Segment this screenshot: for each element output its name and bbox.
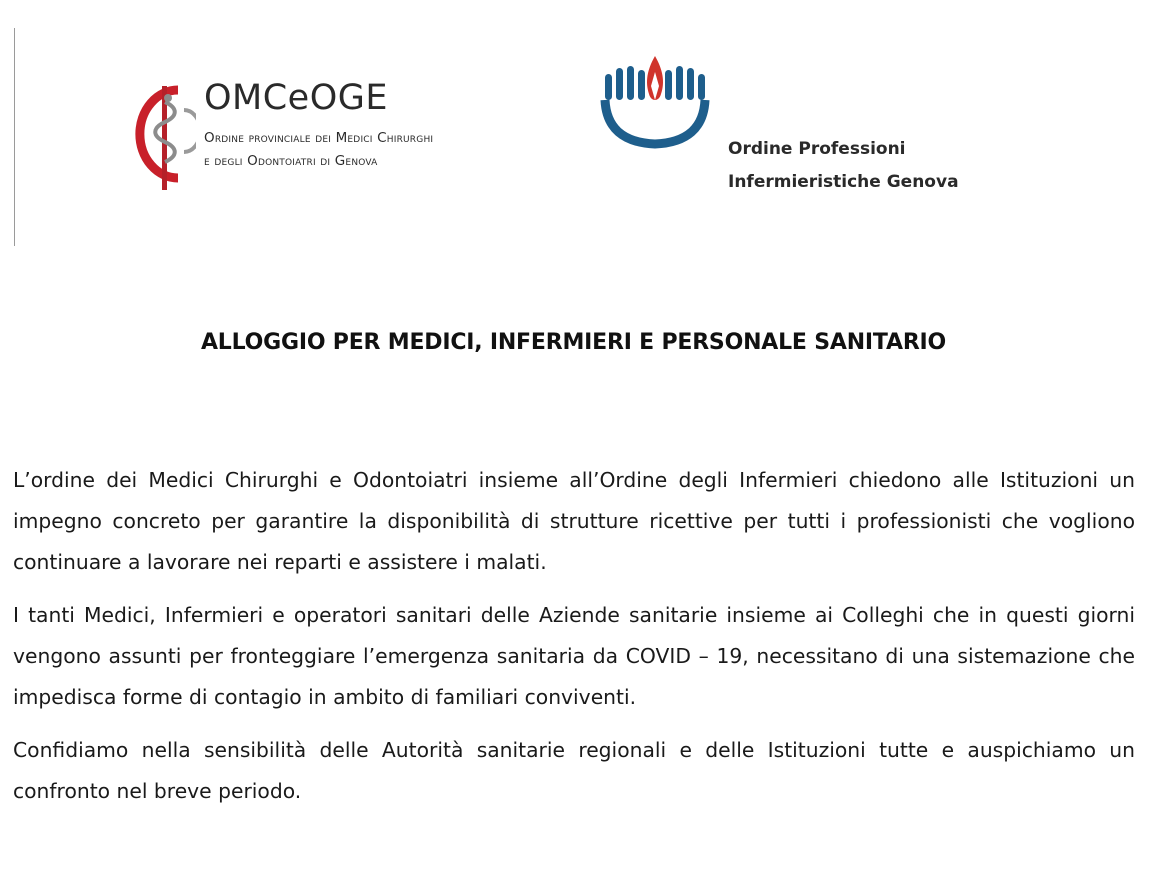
omceoge-logo <box>134 78 534 198</box>
document-title: ALLOGGIO PER MEDICI, INFERMIERI E PERSONALE SANITARIO <box>200 330 947 355</box>
hands-flame-emblem-icon <box>597 56 713 152</box>
paragraph-2: I tanti Medici, Infermieri e operatori sanitari delle Aziende sanitarie insieme ai Colleghi che in questi giorni vengono assunti per fronteggiare l’emergenza sanitaria da COVID – 19, necessitano di una sistemazione che impedisca forme di contagio in ambito di familiari conviventi. <box>13 603 1135 709</box>
margin-rule <box>14 28 15 246</box>
opi-name-line1: Ordine Professioni <box>728 139 906 159</box>
opi-name-line2: Infermieristiche Genova <box>728 172 959 192</box>
caduceus-emblem-icon <box>134 80 196 192</box>
omceoge-subtitle-line2: e degli Odontoiatri di Genova <box>204 153 378 169</box>
document-body <box>13 460 1135 824</box>
omceoge-subtitle-line1: Ordine provinciale dei Medici Chirurghi <box>204 130 434 146</box>
omceoge-name: OMCeOGE <box>204 78 389 118</box>
paragraph-1: L’ordine dei Medici Chirurghi e Odontoiatri insieme all’Ordine degli Infermieri chiedono alle Istituzioni un impegno concreto per garantire la disponibilità di strutture ricettive per tutti i professionisti che vogliono continuare a lavorare nei reparti e assistere i malati. <box>13 468 1135 574</box>
paragraph-3: Confidiamo nella sensibilità delle Autorità sanitarie regionali e delle Istituzioni tutte e auspichiamo un confronto nel breve periodo. <box>13 738 1135 803</box>
